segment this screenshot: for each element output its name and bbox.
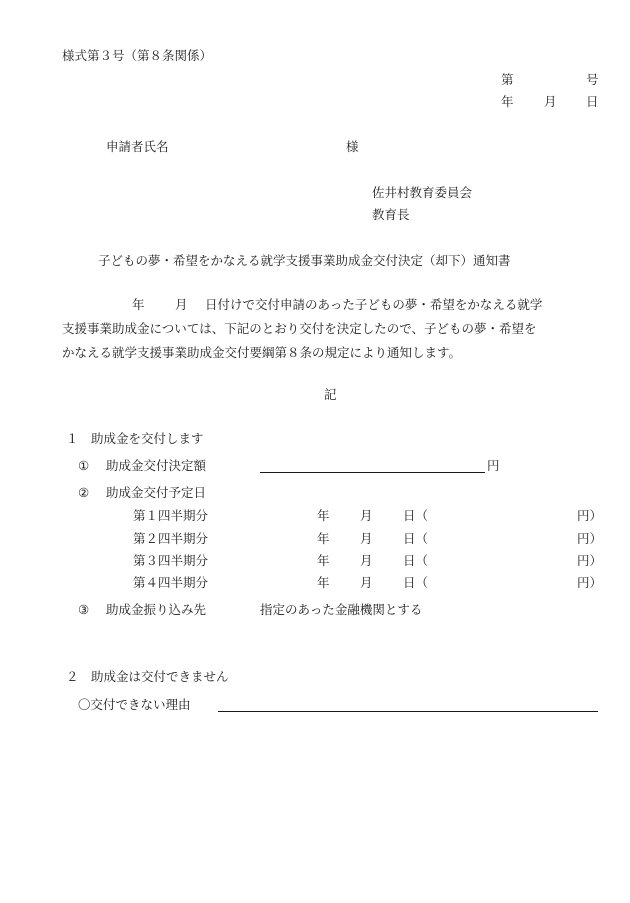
item2-marker: ② [78,485,90,500]
item3-label: 助成金振り込み先 [106,602,207,617]
body-line2: 支援事業助成金については、下記のとおり交付を決定したので、子どもの夢・希望を [62,321,537,336]
date-day: 日 [586,94,599,109]
date-month: 月 [544,94,557,109]
quarter-day: 日（ [403,508,429,523]
document-title: 子どもの夢・希望をかなえる就学支援事業助成金交付決定（却下）通知書 [98,253,511,268]
quarter-name: 第３四半期分 [133,553,209,568]
item2-label: 助成金交付予定日 [106,485,207,500]
reason-blank-line [218,711,598,712]
quarter-day: 日（ [403,531,429,546]
reason-label: 〇交付できない理由 [78,697,191,712]
date-year: 年 [501,94,514,109]
quarter-year: 年 [317,553,330,568]
applicant-name-label: 申請者氏名 [106,139,169,154]
item3-value: 指定のあった金融機関とする [260,602,423,617]
quarter-month: 月 [360,531,373,546]
quarter-name: 第１四半期分 [133,508,209,523]
item1-unit: 円 [487,458,500,473]
section2-heading: ２ 助成金は交付できません [66,669,229,684]
issuer-title: 教育長 [372,207,410,222]
item1-label: 助成金交付決定額 [106,458,207,473]
quarter-unit: 円） [577,508,603,523]
quarter-year: 年 [317,575,330,590]
quarter-day: 日（ [403,553,429,568]
quarter-year: 年 [317,508,330,523]
quarter-unit: 円） [577,553,603,568]
issuer-organization: 佐井村教育委員会 [372,185,473,200]
quarter-year: 年 [317,531,330,546]
quarter-day: 日（ [403,575,429,590]
quarter-name: 第４四半期分 [133,575,209,590]
document-number-suffix: 号 [586,72,599,87]
body-line3: かなえる就学支援事業助成金交付要綱第８条の規定により通知します。 [62,345,462,360]
amount-blank-line [260,472,485,473]
form-number: 様式第３号（第８条関係） [62,48,213,63]
quarter-unit: 円） [577,575,603,590]
body-month: 月 [175,297,188,312]
quarter-month: 月 [360,508,373,523]
item1-marker: ① [78,458,90,473]
body-line1: 日付けで交付申請のあった子どもの夢・希望をかなえる就学 [205,297,543,312]
ki-heading: 記 [324,387,337,402]
quarter-month: 月 [360,553,373,568]
section1-heading: １ 助成金を交付します [66,431,204,446]
quarter-unit: 円） [577,531,603,546]
quarter-name: 第２四半期分 [133,531,209,546]
document-number-prefix: 第 [501,72,514,87]
item3-marker: ③ [78,602,90,617]
applicant-honorific: 様 [346,139,359,154]
body-year: 年 [132,297,145,312]
quarter-month: 月 [360,575,373,590]
